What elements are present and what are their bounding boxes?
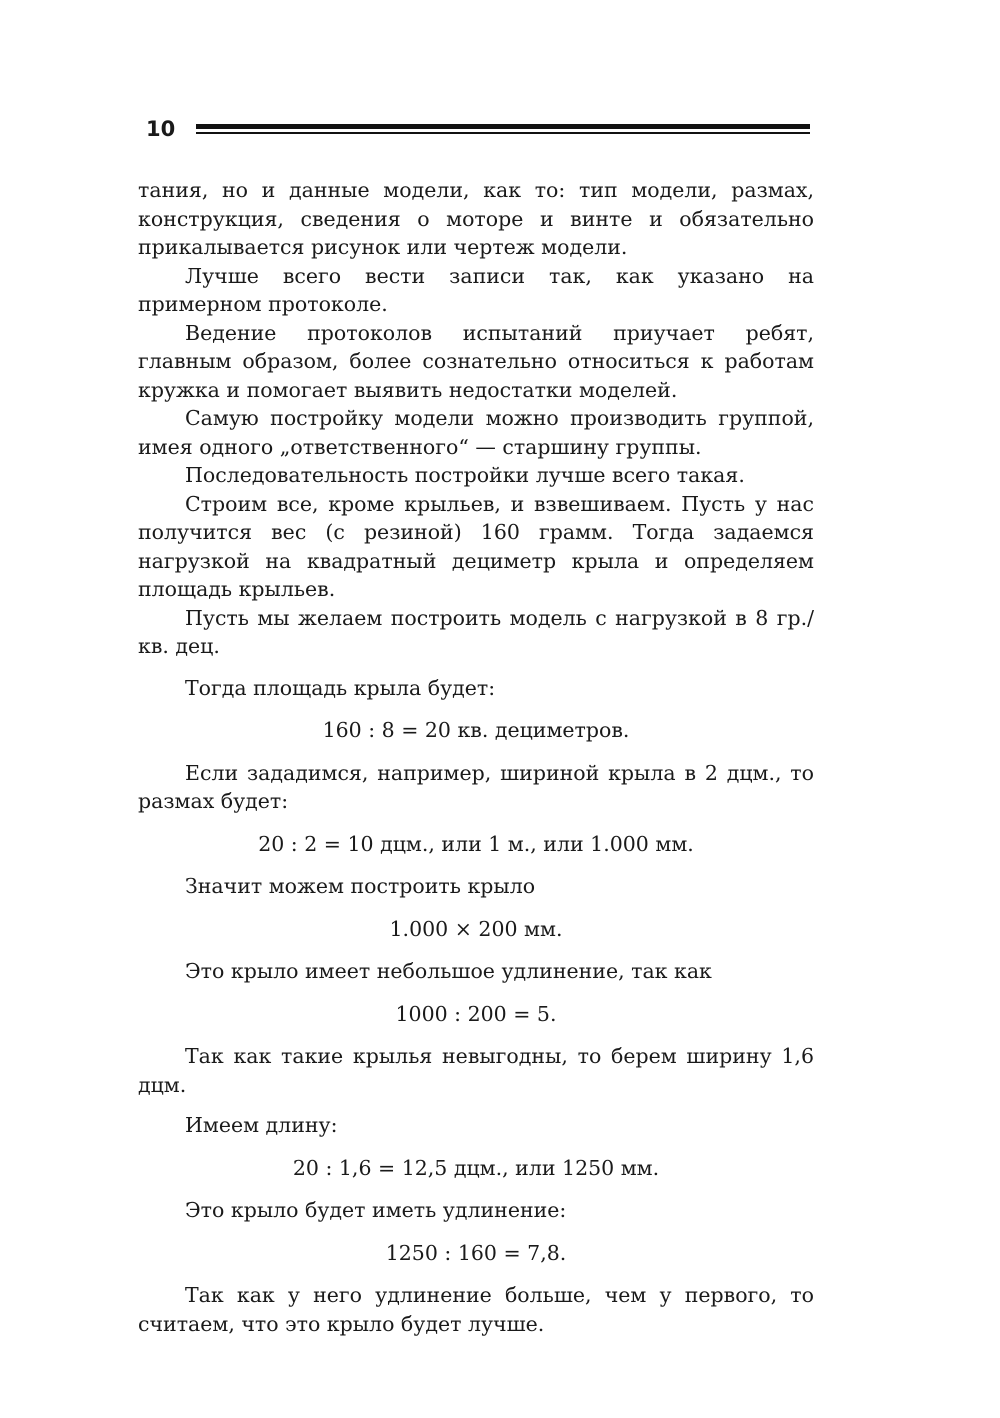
- formula: 1000 : 200 = 5.: [395, 1001, 557, 1026]
- formula: 1.000 × 200 мм.: [389, 916, 563, 941]
- paragraph: Пусть мы желаем построить модель с нагрузкой в 8 гр./кв. дец.: [138, 605, 814, 658]
- paragraph: Имеем длину:: [185, 1113, 338, 1137]
- paragraph: Ведение протоколов испытаний приучает ребят, главным образом, более сознательно относиться к работам кружка и помогает выявить недостатки моделей.: [138, 320, 814, 402]
- header-rule: [196, 124, 810, 136]
- paragraph: Лучше всего вести записи так, как указано на примерном протоколе.: [138, 263, 814, 316]
- paragraph: Это крыло будет иметь удлинение:: [185, 1198, 567, 1222]
- page-body: [138, 176, 814, 1338]
- paragraph: тания, но и данные модели, как то: тип модели, размах, конструкция, сведения о моторе и винте и обязательно прикалывается рисунок или чертеж модели.: [138, 178, 814, 259]
- paragraph: Значит можем построить крыло: [185, 874, 536, 898]
- paragraph: Строим все, кроме крыльев, и взвешиваем. Пусть у нас получится вес (с резиной) 160 грамм. Тогда задаемся нагрузкой на квадратный дециметр крыла и определяем площадь крыльев.: [138, 491, 814, 601]
- formula: 20 : 1,6 = 12,5 дцм., или 1250 мм.: [292, 1155, 660, 1180]
- header-rule-thick: [196, 124, 810, 129]
- paragraph: Самую постройку модели можно производить группой, имея одного „ответственного“ — старшину группы.: [138, 406, 814, 459]
- paragraph: Тогда площадь крыла будет:: [185, 675, 496, 700]
- paragraph: Так как такие крылья невыгодны, то берем ширину 1,6 дцм.: [138, 1044, 814, 1097]
- formula: 20 : 2 = 10 дцм., или 1 м., или 1.000 мм.: [258, 831, 694, 856]
- paragraph: Если зададимся, например, шириной крыла в 2 дцм., то размах будет:: [138, 760, 814, 813]
- formula: 160 : 8 = 20 кв. дециметров.: [322, 718, 630, 742]
- page-header: [146, 115, 810, 145]
- paragraph: Последовательность постройки лучше всего такая.: [185, 463, 745, 487]
- formula: 1250 : 160 = 7,8.: [385, 1240, 567, 1265]
- paragraph: Так как у него удлинение больше, чем у первого, то считаем, что это крыло будет лучше.: [138, 1283, 814, 1336]
- header-rule-thin: [196, 132, 810, 134]
- page-number: 10: [146, 117, 176, 141]
- paragraph: Это крыло имеет небольшое удлинение, так как: [185, 959, 712, 983]
